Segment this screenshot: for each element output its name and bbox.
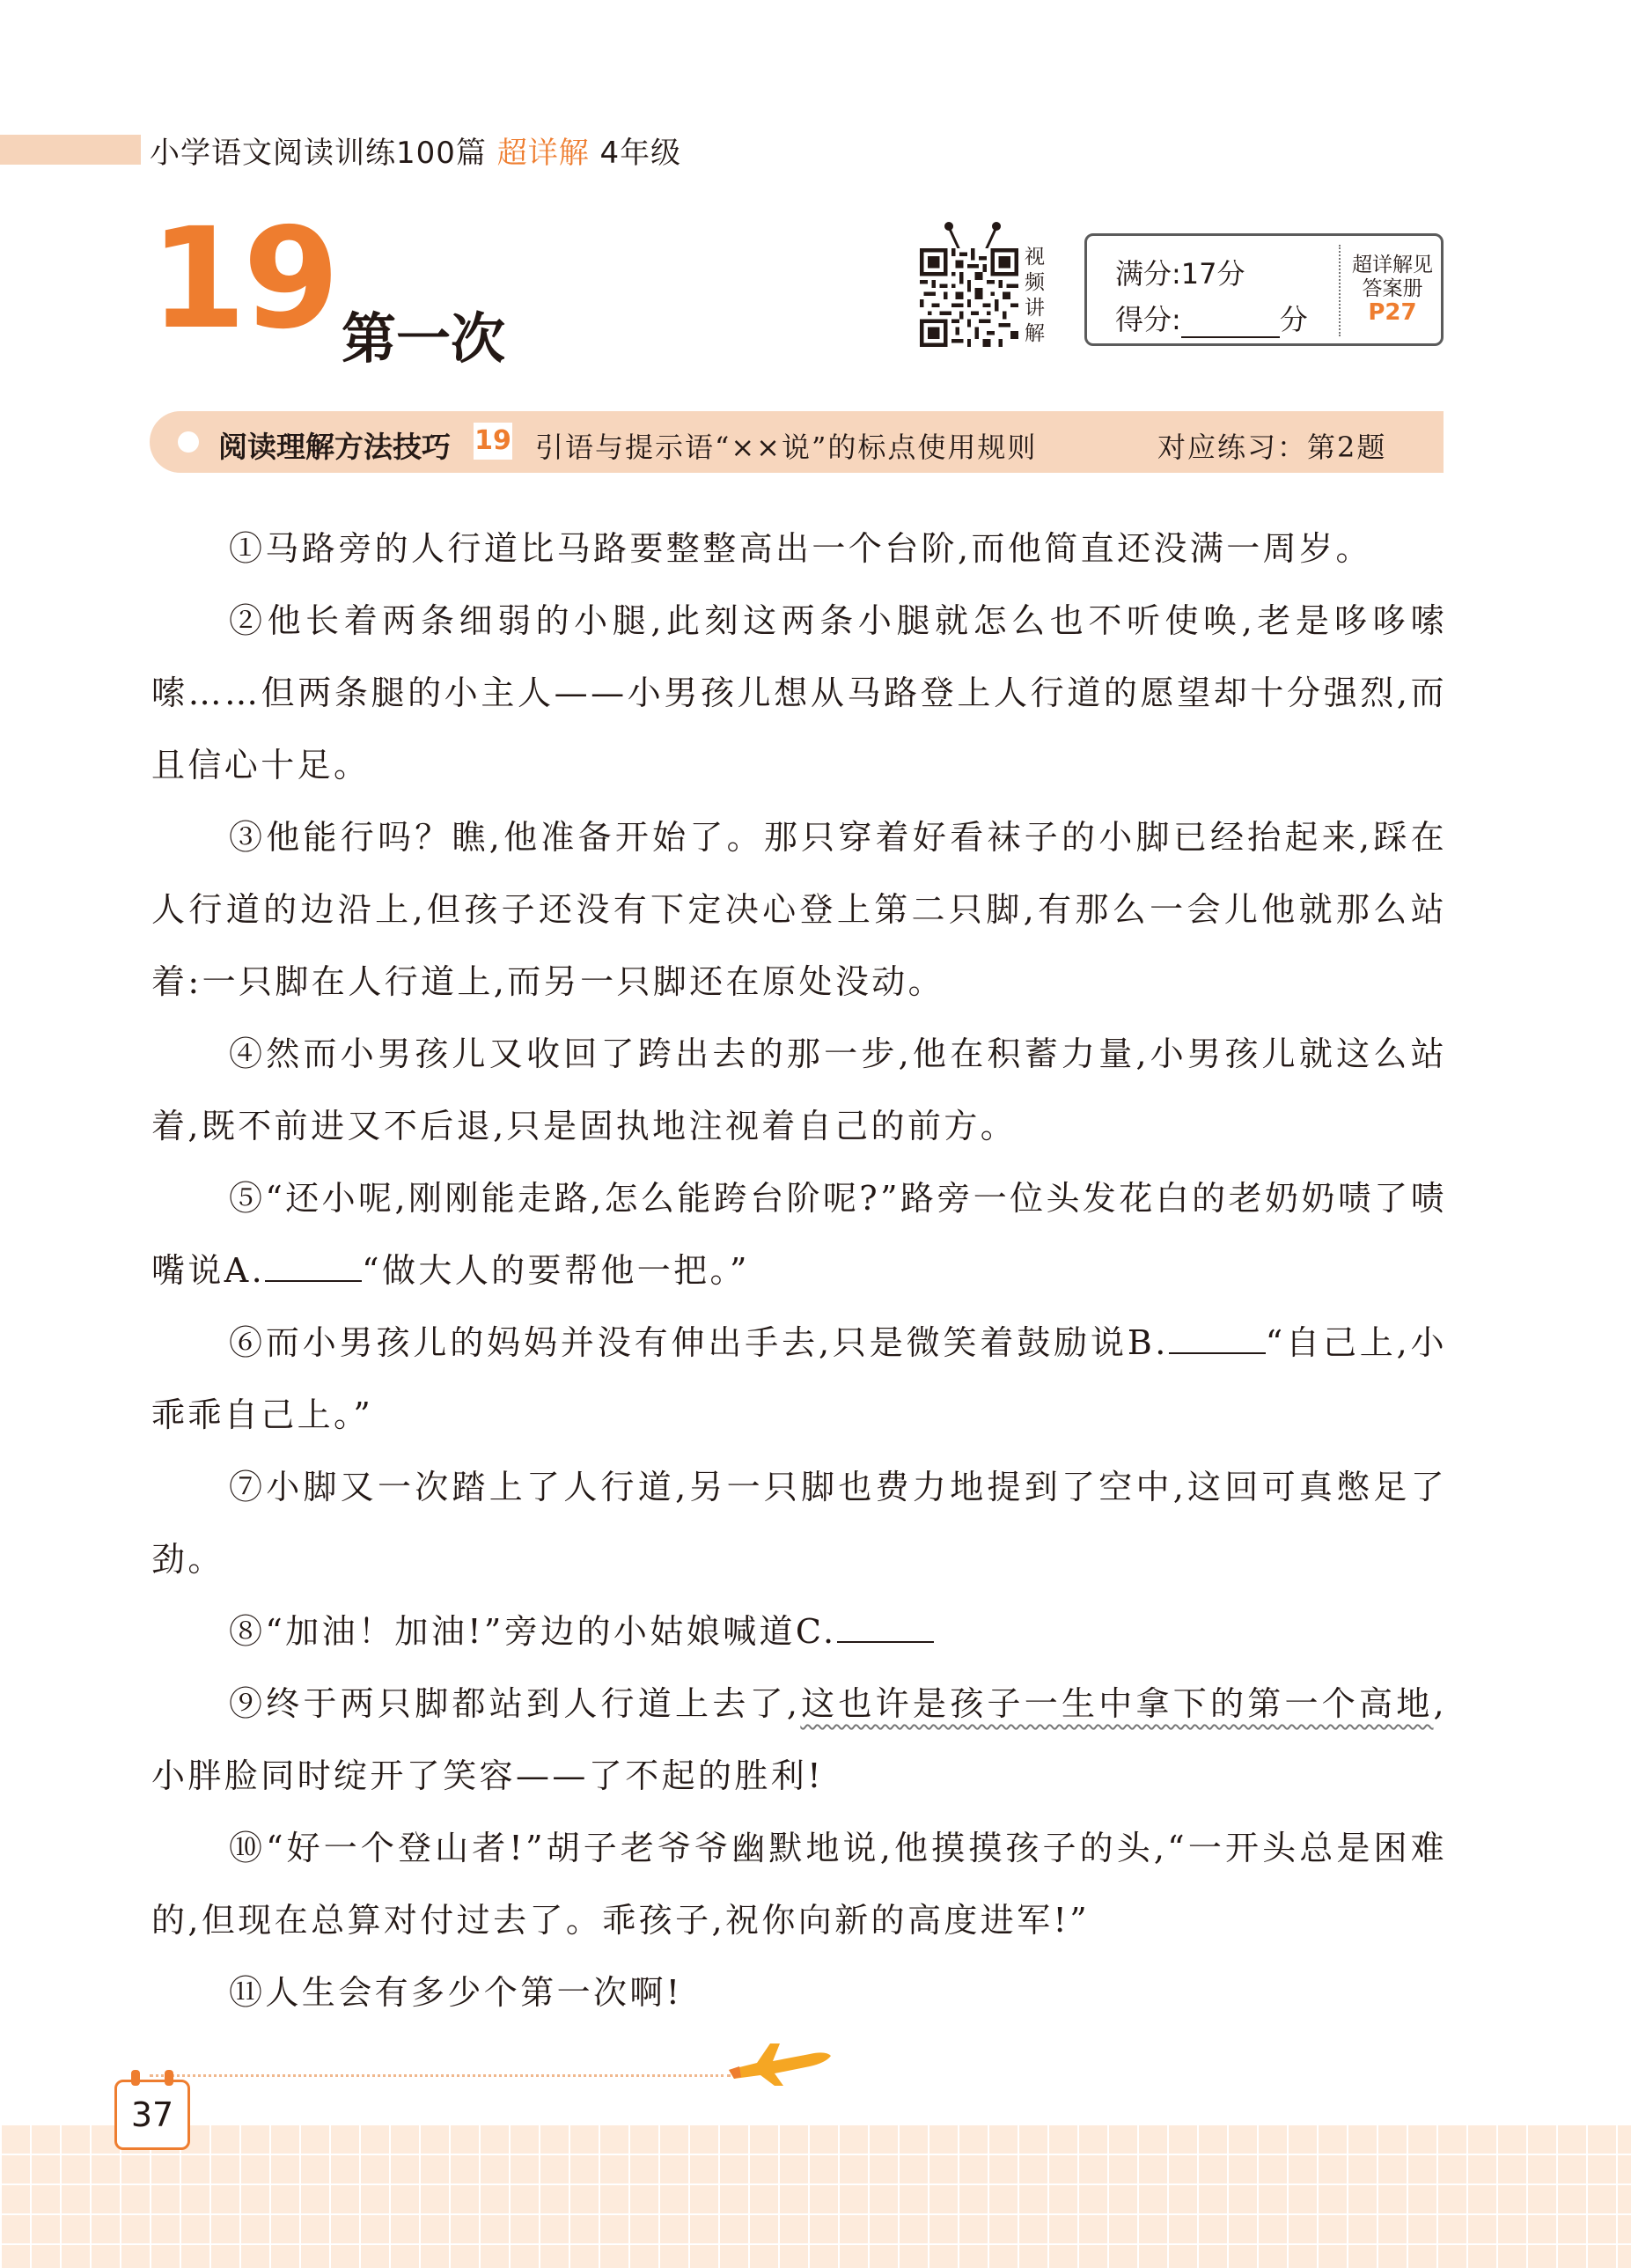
score-label: 得分: bbox=[1115, 303, 1181, 336]
paragraph-text: ,小胖脸同时绽开了笑容——了不起的胜利! bbox=[151, 1684, 1447, 1795]
answer-page: P27 bbox=[1368, 299, 1417, 326]
tv-antenna-icon bbox=[942, 220, 1003, 252]
page-number-badge bbox=[114, 2080, 190, 2150]
paragraph-text: ⑧“加油！加油!”旁边的小姑娘喊道C. bbox=[229, 1612, 837, 1651]
score-divider bbox=[1339, 245, 1341, 336]
lesson-title: 第一次 bbox=[342, 306, 506, 371]
lesson-number: 19 bbox=[150, 198, 336, 360]
method-number: 19 bbox=[474, 423, 512, 460]
page-number: 37 bbox=[130, 2095, 174, 2134]
full-score: 满分:17分 bbox=[1115, 257, 1245, 291]
paragraph: ③他能行吗？瞧,他准备开始了。那只穿着好看袜子的小脚已经抬起来,踩在人行道的边沿上,但孩子还没有下定决心登上第二只脚,有那么一会儿他就那么站着:一只脚在人行道上,而另一只脚还在原处没动。 bbox=[151, 818, 1447, 1001]
blank-b[interactable] bbox=[1169, 1324, 1266, 1354]
paragraph: ②他长着两条细弱的小腿,此刻这两条小腿就怎么也不听使唤,老是哆哆嗦嗦……但两条腿的小主人——小男孩儿想从马路登上人行道的愿望却十分强烈,而且信心十足。 bbox=[151, 601, 1447, 784]
blank-a[interactable] bbox=[265, 1252, 362, 1282]
paragraph-text: “做大人的要帮他一把。” bbox=[362, 1251, 750, 1290]
video-explain-label bbox=[1025, 245, 1047, 347]
qr-label-char: 视 bbox=[1025, 246, 1045, 269]
answer-note: 超详解见 bbox=[1352, 254, 1433, 276]
paragraph-text: ⑨终于两只脚都站到人行道上去了, bbox=[229, 1684, 801, 1723]
calendar-ring-icon bbox=[131, 2070, 140, 2086]
method-topic: 引语与提示语“××说”的标点使用规则 bbox=[535, 431, 1038, 464]
method-label: 阅读理解方法技巧 bbox=[218, 430, 451, 464]
practice-reference: 对应练习：第2题 bbox=[1157, 431, 1387, 464]
qr-label-char: 讲 bbox=[1025, 297, 1045, 320]
paragraph bbox=[151, 1595, 1447, 1668]
header-accent-bar bbox=[0, 135, 141, 165]
calendar-ring-icon bbox=[165, 2070, 173, 2086]
paragraph bbox=[151, 1668, 1447, 1812]
wavy-underlined-sentence: 这也许是孩子一生中拿下的第一个高地 bbox=[800, 1684, 1434, 1723]
paragraph-text: “自己上,小乖乖自己上。” bbox=[151, 1323, 1448, 1434]
paragraph bbox=[151, 1162, 1447, 1307]
running-header bbox=[150, 129, 681, 172]
qr-label-char: 频 bbox=[1025, 271, 1045, 294]
score-box bbox=[1084, 233, 1444, 346]
paragraph: ⑪人生会有多少个第一次啊! bbox=[229, 1973, 683, 2012]
paragraph: ④然而小男孩儿又收回了跨出去的那一步,他在积蓄力量,小男孩儿就这么站着,既不前进又不后退,只是固执地注视着自己的前方。 bbox=[151, 1035, 1447, 1145]
qr-code-icon[interactable] bbox=[920, 248, 1018, 347]
qr-label-char: 解 bbox=[1025, 322, 1045, 345]
score-unit: 分 bbox=[1279, 303, 1308, 336]
paragraph bbox=[151, 1307, 1447, 1451]
paragraph: ⑩“好一个登山者!”胡子老爷爷幽默地说,他摸摸孩子的头,“一开头总是困难的,但现在总算对付过去了。乖孩子,祝你向新的高度进军!” bbox=[151, 1829, 1447, 1940]
blank-c[interactable] bbox=[837, 1613, 934, 1643]
banner-dot-icon bbox=[178, 431, 199, 453]
score-blank[interactable] bbox=[1181, 310, 1280, 338]
book-title: 小学语文阅读训练100篇 bbox=[150, 136, 487, 171]
paragraph: ①马路旁的人行道比马路要整整高出一个台阶,而他简直还没满一周岁。 bbox=[229, 529, 1372, 568]
passage bbox=[151, 512, 1447, 2029]
answer-reference bbox=[1344, 254, 1441, 325]
footer-grid-band bbox=[0, 2124, 1631, 2268]
grade-label: 4年级 bbox=[599, 136, 682, 171]
score-line bbox=[1115, 298, 1308, 338]
airplane-icon bbox=[722, 2036, 836, 2089]
footer-dotted-line bbox=[150, 2074, 731, 2077]
paragraph-text: ⑥而小男孩儿的妈妈并没有伸出手去,只是微笑着鼓励说B. bbox=[229, 1323, 1169, 1362]
method-banner bbox=[150, 411, 1444, 473]
book-accent: 超详解 bbox=[496, 136, 590, 171]
paragraph: ⑦小脚又一次踏上了人行道,另一只脚也费力地提到了空中,这回可真憋足了劲。 bbox=[151, 1468, 1447, 1579]
paragraph-text: ⑤“还小呢,刚刚能走路,怎么能跨台阶呢?”路旁一位头发花白的老奶奶啧了啧嘴说A. bbox=[151, 1179, 1447, 1290]
answer-note: 答案册 bbox=[1362, 277, 1423, 300]
